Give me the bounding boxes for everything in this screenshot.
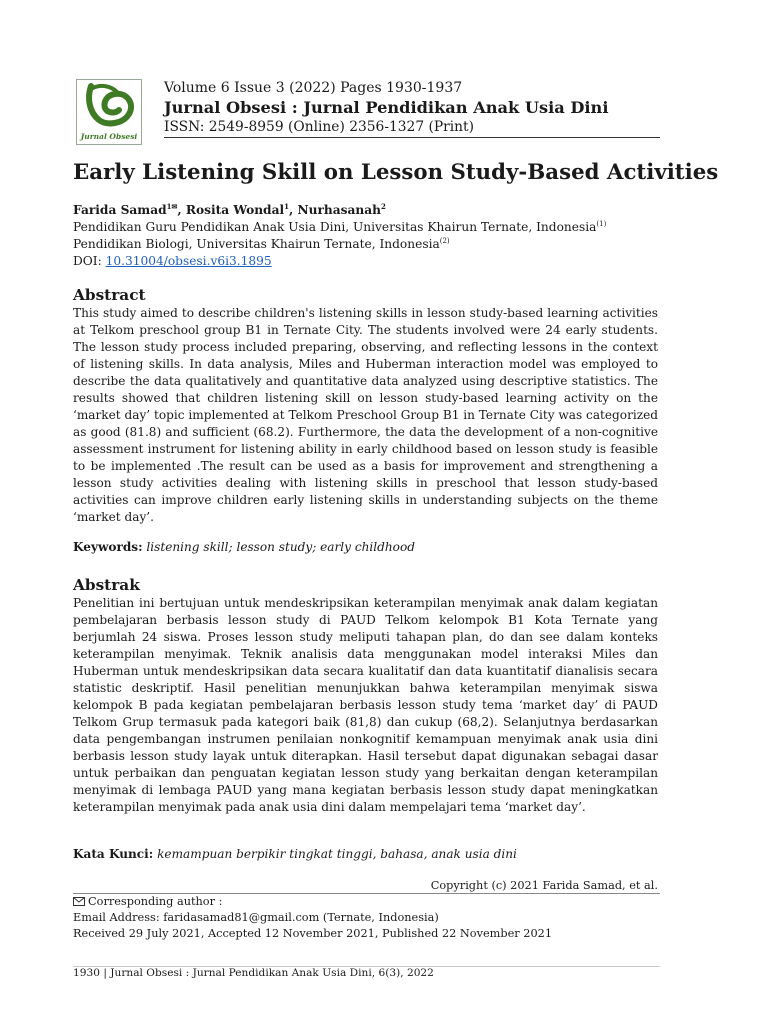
envelope-icon: [73, 897, 85, 906]
corresponding-line: [73, 894, 552, 910]
author-sup: 2: [381, 201, 386, 211]
volume-info: Volume 6 Issue 3 (2022) Pages 1930-1937: [164, 80, 463, 96]
keywords-label: Keywords:: [73, 540, 143, 554]
email-line: Email Address: faridasamad81@gmail.com (Ternate, Indonesia): [73, 911, 439, 924]
issn-info: ISSN: 2549-8959 (Online) 2356-1327 (Print): [164, 119, 474, 135]
corresponding-label: Corresponding author :: [88, 895, 223, 908]
abstrak-text: Penelitian ini bertujuan untuk mendeskripsikan keterampilan menyimak anak dalam kegiatan pembelajaran berbasis lesson study di PAUD Telkom kelompok B1 Kota Ternate yang berjumlah 24 siswa. Proses lesson study meliputi tahapan plan, do dan see dalam konteks keterampilan menyimak. Teknik analisis data menggunakan model interaksi Miles dan Huberman untuk mendeskripsikan data secara kualitatif dan data kuantitatif dianalisis secara statistic deskriptif. Hasil penelitian menunjukkan bahwa keterampilan menyimak siswa kelompok B pada kegiatan pembelajaran berbasis lesson study tema ‘market day’ di PAUD Telkom Grup termasuk pada kategori baik (81,8) dan cukup (68,2). Selanjutnya berdasarkan data pengembangan instrumen penilaian nonkognitif kemampuan menyimak anak usia dini berbasis lesson study layak untuk diterapkan. Hasil tersebut dapat digunakan sebagai dasar untuk perbaikan dan penguatan kegiatan lesson study yang berkaitan dengan keterampilan menyimak di lembaga PAUD yang mana kegiatan berbasis lesson study dapat meningkatkan keterampilan menyimak pada anak usia dini dalam mempelajari tema ‘market day’.: [73, 596, 658, 814]
author-block: [73, 202, 663, 270]
footnotes: [73, 894, 552, 942]
journal-logo: [76, 79, 142, 145]
author-sup: 1✉: [166, 201, 178, 211]
affiliation-sup: (2): [439, 236, 450, 245]
author-sup: 1: [284, 201, 289, 211]
kata-kunci-label: Kata Kunci:: [73, 847, 154, 861]
article-title: Early Listening Skill on Lesson Study-Based Activities: [73, 160, 719, 185]
author-separator: ,: [288, 203, 298, 217]
affiliation-sup: (1): [596, 219, 607, 228]
keywords-line: [73, 539, 658, 556]
copyright-notice: Copyright (c) 2021 Farida Samad, et al.: [430, 879, 658, 892]
header-divider: [164, 137, 660, 138]
doi-label: DOI:: [73, 254, 106, 268]
author-names: [73, 202, 663, 219]
kata-kunci-line: [73, 846, 658, 863]
keywords-text: listening skill; lesson study; early childhood: [146, 540, 415, 554]
journal-name: Jurnal Obsesi : Jurnal Pendidikan Anak Usia Dini: [164, 98, 609, 117]
page-footer: 1930 | Jurnal Obsesi : Jurnal Pendidikan Anak Usia Dini, 6(3), 2022: [73, 967, 434, 979]
abstract-text: This study aimed to describe children's listening skills in lesson study-based learning activities at Telkom preschool group B1 in Ternate City. The students involved were 24 early students. The lesson study process included preparing, observing, and reflecting lessons in the context of listening skills. In data analysis, Miles and Huberman interaction model was employed to describe the data qualitatively and quantitative data analyzed using descriptive statistics. The results showed that children listening skill on lesson study-based learning activity on the ‘market day’ topic implemented at Telkom Preschool Group B1 in Ternate City was categorized as good (81.8) and sufficient (68.2). Furthermore, the data the development of a non-cognitive assessment instrument for listening ability in early childhood based on lesson study is feasible to be implemented .The result can be used as a basis for improvement and strengthening a lesson study activities dealing with listening skills in preschool that lesson study-based activities can improve children early listening skills in understanding subjects on the theme ‘market day’.: [73, 306, 658, 524]
author-name: Rosita Wondal: [185, 203, 285, 217]
abstrak-heading: Abstrak: [73, 576, 140, 594]
logo-emblem-icon: [77, 80, 141, 130]
kata-kunci-text: kemampuan berpikir tingkat tinggi, bahasa, anak usia dini: [157, 847, 517, 861]
author-name: Nurhasanah: [297, 203, 382, 217]
affiliation-text: Pendidikan Guru Pendidikan Anak Usia Dini, Universitas Khairun Ternate, Indonesia: [73, 220, 597, 234]
author-name: Farida Samad: [73, 203, 167, 217]
affiliation-text: Pendidikan Biologi, Universitas Khairun Ternate, Indonesia: [73, 237, 440, 251]
affiliation-1: [73, 219, 663, 236]
doi-line: [73, 253, 663, 270]
author-separator: ,: [177, 203, 186, 217]
doi-link[interactable]: 10.31004/obsesi.v6i3.1895: [105, 254, 272, 268]
affiliation-2: [73, 236, 663, 253]
journal-header: [164, 79, 660, 137]
logo-text: Jurnal Obsesi: [80, 132, 138, 141]
abstract-heading: Abstract: [73, 286, 146, 304]
received-line: Received 29 July 2021, Accepted 12 November 2021, Published 22 November 2021: [73, 927, 553, 940]
